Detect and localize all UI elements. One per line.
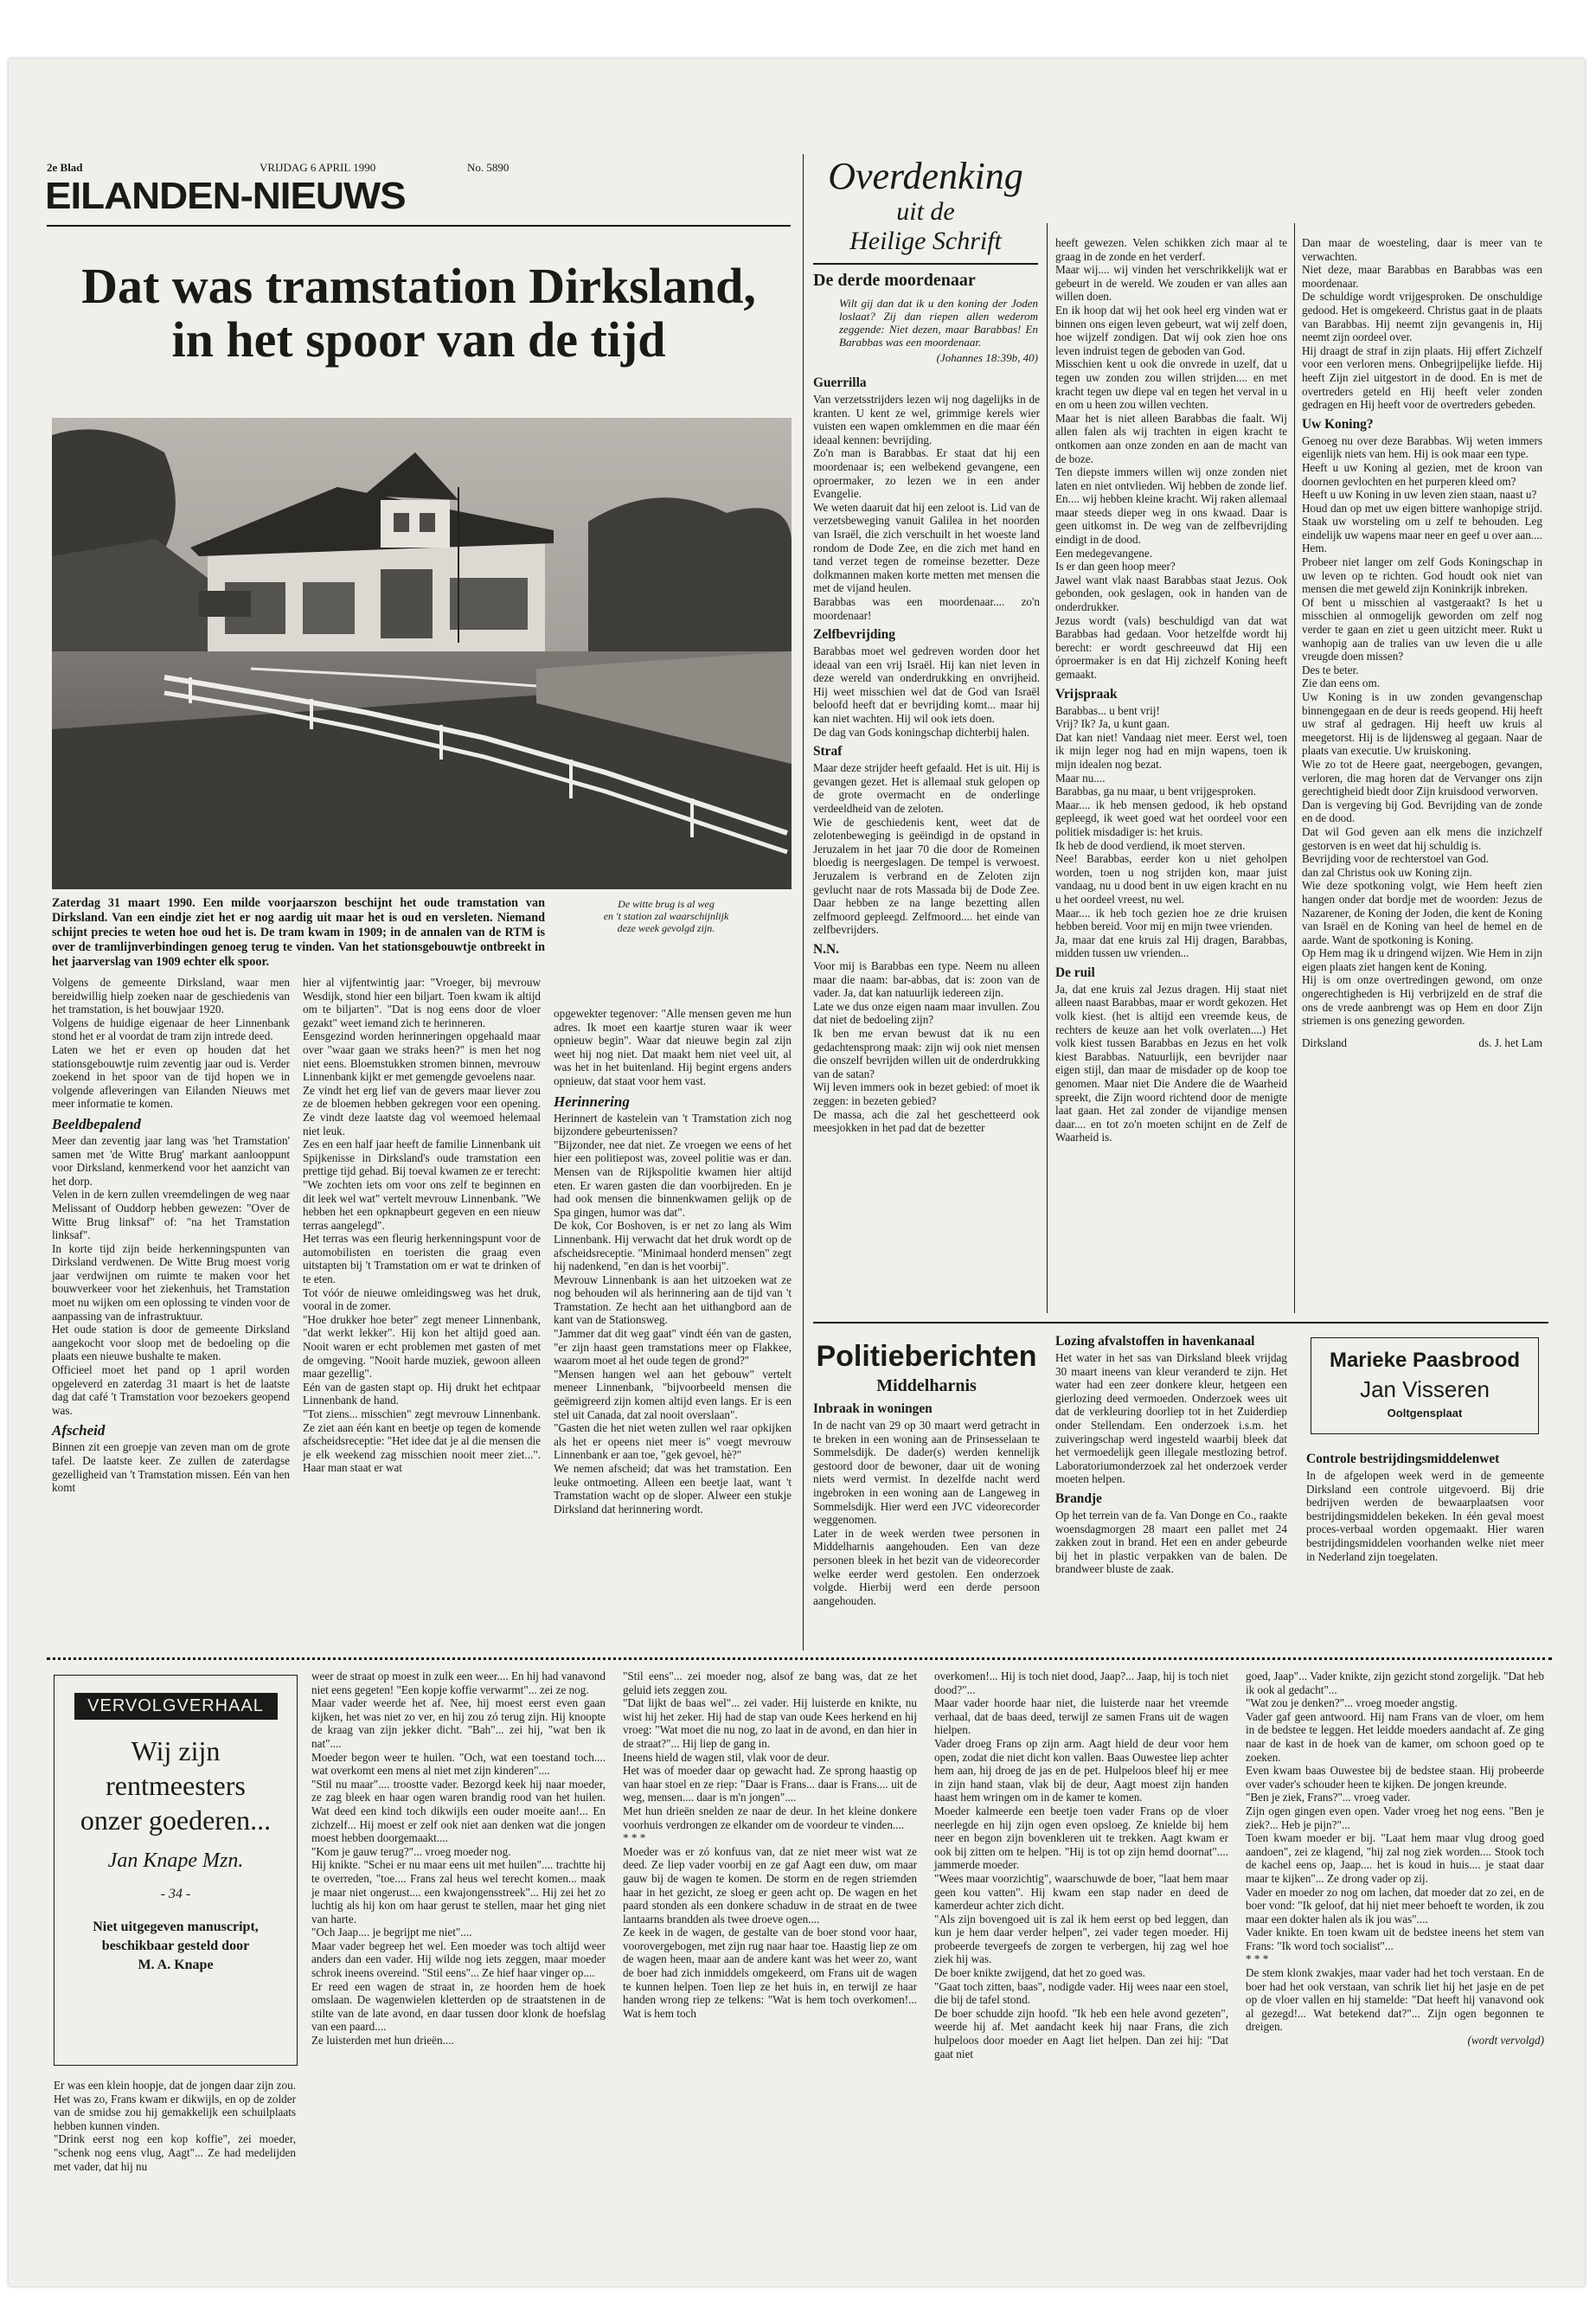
overdenking-author: ds. J. het Lam	[1478, 1035, 1542, 1049]
overdenking-quote-ref: (Johannes 18:39b, 40)	[936, 351, 1038, 364]
serial-note-line3: M. A. Knape	[138, 1958, 214, 1972]
overdenking-para-zelfbevrijding: Barabbas moet wel gedreven worden door het ideaal van een vrij Israël. Hij kan niet leven in deze wereld van onderdrukking en onvrijheid. Hij weet misschien wel dat de God van Israël beloofd heeft dat er bevrijding komt... maar hij kan niet wachten. Hij wil ook iets doen. De dag van Gods koningschap dichterbij halen.	[813, 644, 1040, 739]
overdenking-para-guerrilla: Van verzetsstrijders lezen wij nog dagelijks in de kranten. U kent ze wel, grimmige kerels wier vuisten een wapen omklemmen en die maar één ideaal kennen: bevrijding. Zo'n man is Barabbas. Er staat dat hij een moordenaar is; een welbekend gevangene, een oproermaker, zo lezen we in een ander Evangelie. We weten daaruit dat hij een zeloot is. Lid van de verzetsbeweging vanuit Galilea in het noorden van Israël, die zich verschuilt in het woeste land rondom de Dode Zee, en die zich met hand en tand verzet tegen de romeinse bezetter. Deze dolkmannen maken korte metten met mensen die met de vijand heulen. Barabbas was een moordenaar.... zo'n moordenaar!	[813, 393, 1040, 622]
lead-col-3	[554, 1007, 792, 1516]
serial-text-1: Er was een klein hoopje, dat de jongen daar zijn zou. Het was zo, Frans kwam er dikwijls, en op de zolder van de smidse zou hij gemakkelijk een schuilplaats hebben kunnen vinden. "Drink eerst nog een kop koffie", zei moeder, "schenk nog eens vlug, Aagt"... Ze had medelijden met vader, dat hij nu	[54, 2079, 296, 2173]
tramstation-photo	[52, 418, 792, 889]
politie-subhead-brandje: Brandje	[1055, 1490, 1102, 1506]
overdenking-subhead-vrijspraak: Vrijspraak	[1055, 686, 1118, 702]
controle-article	[1306, 1452, 1544, 1563]
lead-subhead-beeldbepalend: Beeldbepalend	[52, 1115, 141, 1132]
lead-col-1	[52, 976, 290, 1495]
overdenking-signature	[1302, 1036, 1542, 1050]
header-section: 2e Blad	[47, 161, 83, 174]
tramstation-photo-drawing	[52, 418, 792, 889]
lead-col1-para-a: Volgens de gemeente Dirksland, waar men bereidwillig hielp zoeken naar de geschiedenis van het tramstation, is het bouwjaar 1920. Volgens de huidige eigenaar de heer Linnenbank stond het er al voordat de tram zijn intrede deed. Laten we het er even op houden dat het stationsgebouwtje ruim zeventig jaar oud is. Verder zoekend in het spoor van de tijd hopen we in volgende afleveringen van Eilanden Nieuws met meer informatie te komen.	[52, 976, 290, 1111]
serial-box	[54, 1675, 298, 2066]
overdenking-title: Overdenking	[828, 155, 1023, 197]
serial-title-line1: Wij zijn	[131, 1735, 221, 1766]
serial-author: Jan Knape Mzn.	[107, 1849, 244, 1872]
serial-col-4	[934, 1670, 1228, 2061]
lead-col1-para-c: Binnen zit een groepje van zeven man om de grote tafel. De laatste keer. Ze zullen de zaterdagse gezelligheid van 't Tramstation missen. Eén van hen komt	[52, 1440, 290, 1495]
overdenking-para-ruil: Ja, dat ene kruis zal Jezus dragen. Hij staat niet alleen naast Barabbas, maar er wordt gekozen. Het volk kiest. (het is altijd een vreemde keus, de rechters de keuze aan het volk overlaten....) Het volk kiest tussen Barabbas en Jezus en het volk kiest Barabbas. Natuurlijk, een bevrijder naar eigen stijl, dan maar de misdader op de koop toe genomen. Maar niet Die Andere die de Waarheid spreekt, die Zijn woord richtend door de menigte laat gaan. Het zal zonder de vijandige mensen daar.... en tot zo'n moeten schijnt en de Zelf de Waarheid is.	[1055, 982, 1287, 1144]
lead-col1-para-b: Meer dan zeventig jaar lang was 'het Tramstation' samen met 'de Witte Brug' markant aanlooppunt voor Dirksland, kenmerkend voor het aanzicht van het dorp. Velen in de kern zullen vreemdelingen de weg naar Melissant of Ouddorp hebben gewezen: "Over de Witte Brug linksaf" of: "na het Tramstation linksaf". In korte tijd zijn beide herkenningspunten van Dirksland verdwenen. De Witte Brug moest vorig jaar verdwijnen om ruimte te maken voor het bouwverkeer voor het ziekenhuis, het Tramstation moet nu wijken om een oplossing te vinden voor de aanpassing van de infrastruktuur. Het oude station is door de gemeente Dirksland aangekocht voor sloop met de bedoeling op die plaats een nieuwe bushalte te maken. Officieel moet het pand op 1 april worden opgeleverd en zaterdag 31 maart is het de laatste dag dat café 't Tramstation voor bezoekers geopend was.	[52, 1133, 290, 1417]
lead-col2-text: hier al vijfentwintig jaar: "Vroeger, bij mevrouw Wesdijk, stond hier een biljart. Toen kwam ik altijd om te biljarten". "Dat is nog eens door de vloer gezakt" weet iemand zich te herinneren. Eensgezind worden herinneringen opgehaald maar over "waar gaan we straks heen?" is men het nog niet eens. Bloemstukken stromen binnen, mevrouw Linnenbank kijkt er met gemengde gevoelens naar. Ze vindt het erg lief van de gevers maar liever zou ze de bloemen hebben gekregen voor een opening. Ze vindt deze laatste dag vol weemoed helemaal niet leuk. Zes en een half jaar heeft de familie Linnenbank uit Spijkenisse in Dirksland's oude tramstation een prettige tijd gehad. Bij toeval kwamen ze er terecht: "We zochten iets om voor ons zelf te beginnen en dit leek wel wat" vertelt mevrouw Linnenbank. "We hebben het een opknapbeurt gegeven en een nieuw terras aangelegd". Het terras was een fleurig herkenningspunt voor de automobilisten en toeristen die graag even uitstapten bij 't Tramstation om er wat te drinken of te eten. Tot vóór de nieuwe omleidingsweg was het druk, vooral in de zomer. "Hoe drukker hoe beter" zegt meneer Linnenbank, "dat werkt lekker". Hij kon het altijd goed aan. Nooit waren er echt problemen met gasten of met de omgeving. "Nooit harde muziek, gewoon alleen maar gezellig". Eén van de gasten stapt op. Hij drukt het echtpaar Linnenbank de hand. "Tot ziens... misschien" zegt mevrouw Linnenbank. Ze ziet aan één kant en beetje op tegen de komende afscheidsreceptie: "Het idee dat je al die mensen die je elk weekend zag misschien nooit meer ziet...". Haar man staat er wat	[303, 976, 541, 1475]
serial-title-line3: onzer goederen...	[80, 1804, 272, 1836]
politie-col-1	[813, 1401, 1040, 1607]
politie-subhead-lozing: Lozing afvalstoffen in havenkanaal	[1055, 1334, 1255, 1349]
overdenking-place: Dirksland	[1302, 1035, 1348, 1049]
politie-para-inbraak: In de nacht van 29 op 30 maart werd getracht in te breken in een woning aan de Prinsesselaan te Sommelsdijk. De dader(s) werden kennelijk gestoord door de bewoner, daar uit de woning niets werd vermist. In dezelfde nacht werd ingebroken in een woning aan de Langeweg in Sommelsdijk. Hier werd een JVC videorecorder weggenomen. Later in de week werden twee personen in Middelharnis aangehouden. Een van deze personen bleek in het bezit van de videorecorder welke eerder werd gestolen. Een onderzoek volgde. Hierbij werd een derde persoon aangehouden.	[813, 1419, 1040, 1607]
overdenking-sub2: Heilige Schrift	[849, 227, 1002, 255]
overdenking-subhead-ruil: De ruil	[1055, 965, 1095, 980]
overdenking-sub1: uit de	[896, 197, 955, 226]
serial-text-4: overkomen!... Hij is toch niet dood, Jaap?... Jaap, hij is toch niet dood?"... Maar vader hoorde haar niet, die luisterde naar het vreemde verhaal, dat de baas deed, terwijl ze samen Frans uit de wagen hielpen. Vader droeg Frans op zijn arm. Aagt hield de deur voor hem open, zodat die niet dicht kon vallen. Baas Ouwestee liep achter hem aan, hij droeg de jas en de pet. Hulpeloos bleef hij er mee in zijn hand staan, vlak bij de deur, Aagt moest zijn handen haast hem wringen om in de kamer te komen. Moeder kalmeerde een beetje toen vader Frans op de vloer neerlegde en hij zijn ogen even opsloeg. Ze knielde bij hem neer en begon zijn bovenkleren uit te trekken. Aagt kwam er ook bij zitten om te helpen. "Hij is tot op zijn hemd doornat".... jammerde moeder. "Wees maar voorzichtig", waarschuwde de boer, "laat hem maar geen kou vatten". Hij kwam een stap nader en deed de kamerdeur achter zich dicht. "Als zijn bovengoed uit is zal ik hem eerst op bed leggen, dan kun je hem daar verder helpen", zei vader tegen moeder. Hij probeerde tevergeefs de zorgen te verbergen, hij zag wel hoe ziek hij was. De boer knikte zwijgend, dat het zo goed was. "Gaat toch zitten, baas", nodigde vader. Hij wees naar een stoel, die bij de tafel stond. De boer schudde zijn hoofd. "Ik heb een hele avond gezeten", weerde hij af. Met aandacht keek hij naar Frans, die zich hulpeloos door moeder en Aagt liet helpen. Dan zei hij: "Dat gaat niet	[934, 1670, 1228, 2061]
serial-divider	[47, 1657, 1552, 1660]
lead-caption: Zaterdag 31 maart 1990. Een milde voorjaarszon beschijnt het oude tramstation van Dirksland. Van een eindje ziet het er nog aardig uit maar het is oud en versleten. Niemand schijnt precies te weten hoe oud het is. De tram kwam in 1909; in de annalen van de RTM is over de tramlijnverbindingen genoeg terug te vinden. Van het stationsgebouwtje ontbreekt in het jaarverslag van 1909 echter elk spoor.	[52, 896, 545, 969]
serial-title-line2: rentmeesters	[106, 1770, 246, 1801]
serial-col-1	[54, 2079, 296, 2173]
serial-continued: (wordt vervolgd)	[1467, 2034, 1544, 2048]
lead-title-line1: Dat was tramstation Dirksland,	[81, 258, 756, 314]
politie-subtitle: Middelharnis	[876, 1376, 977, 1395]
serial-note-line2: beschikbaar gesteld door	[101, 1939, 250, 1953]
header-issue: No. 5890	[467, 161, 510, 174]
controle-title: Controle bestrijdingsmiddelenwet	[1306, 1452, 1500, 1466]
serial-part: - 34 -	[160, 1887, 191, 1901]
politie-col-2	[1055, 1334, 1287, 1576]
overdenking-para-straf: Maar deze strijder heeft gefaald. Het is uit. Hij is gevangen gezet. Het is allemaal stuk gelopen op de grote overmacht en de onderlinge verdeeldheid van de zeloten. Wie de geschiedenis kent, weet dat de zelotenbeweging is geëindigd in de opstand in Jeruzalem in het jaar 70 die door de Romeinen bloedig is neergeslagen. De tempel is verwoest. Jeruzalem is verbrand en de Zeloten zijn gevlucht naar de rots Massada bij de Dode Zee. Daar hebben ze na lange bezetting allen zelfmoord gepleegd. Zelfmoord.... het einde van zelfbevrijders.	[813, 761, 1040, 937]
column-divider	[803, 154, 804, 1650]
newspaper-page	[9, 59, 1585, 2286]
overdenking-subtitle: De derde moordenaar	[813, 271, 976, 290]
lead-subhead-herinnering: Herinnering	[554, 1093, 630, 1110]
lead-col-2	[303, 976, 541, 1475]
overdenking-para-continued: heeft gewezen. Velen schikken zich maar al te graag in de zonde en het verderf. Maar wij.... wij vinden het verschrikkelijk wat er gebeurt in de wereld. We zouden er van alles aan willen doen. En ik hoop dat wij het ook heel erg vinden wat er binnen ons eigen leven gebeurt, wat wij zelf doen, hoe wijzelf zondigen. Dat wij ook zien hoe ons leven indruist tegen de geboden van God. Misschien kent u ook die onvrede in uzelf, dat u tegen uw zonden zou willen strijden.... en met kracht tegen uw diepe val en tegen het verval in u en om u heen zou willen vechten. Maar het is niet alleen Barabbas die faalt. Wij allen falen als wij trachten in eigen kracht te ontkomen aan onze zonden en aan de macht van de boze. Ten diepste immers willen wij onze zonden niet laten en niet ontvlieden. Wij hebben de zonde lief. En.... wij hebben kleine kracht. Wij raken allemaal maar steeds dieper weg in ons kwaad. Daar is geen uitkomst in. De weg van de zelfbevrijding eindigt in de dood. Een medegevangene. Is er dan geen hoop meer? Jawel want vlak naast Barabbas staat Jezus. Ook gebonden, ook geslagen, ook in handen van de onderdrukker. Jezus wordt (vals) beschuldigd van dat wat Barabbas had gedaan. Voor hetzelfde wordt hij berecht: er wordt geschreeuwd dat Hij een óproermaker is en dat Hij zichzelf Koning heeft gemaakt.	[1055, 236, 1287, 681]
header-rule	[47, 225, 791, 227]
overdenking-subhead-nn: N.N.	[813, 941, 839, 957]
politie-para-brandje: Op het terrein van de fa. Van Donge en Co., raakte woensdagmorgen 28 maart een pallet met 24 zakken zout in brand. Het een en ander gebeurde bij het in plastic verpakken van de balen. De brandweer bluste de zaak.	[1055, 1508, 1287, 1576]
ad-line2: Jan Visseren	[1360, 1376, 1490, 1402]
overdenking-quote: Wilt gij dan dat ik u den koning der Joden loslaat? Zij dan riepen allen wederom zeggende: Niet dezen, maar Barabbas! En Barabbas was een moordenaar.	[839, 297, 1038, 349]
lead-col3-para-b: Herinnert de kastelein van 't Tramstation zich nog bijzondere gebeurtenissen? "Bijzonder, nee dat niet. Ze vroegen we eens of het hier een politiepost was, zoveel politie was er dan. Mensen van de Rijkspolitie kwamen hier altijd eten. Er waren gasten die dan voorbijreden. En je had ook mensen die binnenkwamen gelijk op de Spa gingen, humor was dat". De kok, Cor Boshoven, is er net zo lang als Wim Linnenbank. Hij verwacht dat het druk wordt op de afscheidsreceptie. "Minimaal honderd mensen" zegt hij nadenkend, "en dan is het voorbij". Mevrouw Linnenbank is aan het uitzoeken wat ze nog behouden wil als herinnering aan de tijd van 't Tramstation. Ze hecht aan het uithangbord aan de kant van de Stationsweg. "Jammer dat dit weg gaat" vindt één van de gasten, "er zijn haast geen tramstations meer op Flakkee, waarom moet al het oude tegen de grond?" "Mensen hangen wel aan het gebouw" vertelt meneer Linnenbank, "bijvoorbeeld mensen die geëmigreerd zijn komen altijd even langs. Er is een stel uit Canada, dat zal nooit overslaan". "Gasten die het niet weten zullen wel raar opkijken als het er opeens niet meer is" voegt mevrouw Linnenbank er aan toe, "gek gevoel, hè?" We nemen afscheid; dat was het tramstation. Een leuke ontmoeting. Alleen een beetje laat, want 't Tramstation wacht op de sloper. Alweer een stukje Dirksland dat herinnering wordt.	[554, 1111, 792, 1516]
serial-text-3: "Stil eens"... zei moeder nog, alsof ze bang was, dat ze het geluid iets zeggen zou. "Dat lijkt de baas wel"... zei vader. Hij luisterde en knikte, nu wist hij het zeker. Hij had de stap van oude Kees herkend en hij vroeg: "Wat moet die nu nog, zo laat in de avond, en dan hier in de straat?"... Hij liep de gang in. Ineens hield de wagen stil, vlak voor de deur. Het was of moeder daar op gewacht had. Ze sprong haastig op van haar stoel en ze riep: "Daar is Frans... daar is Frans.... uit de weg, mensen.... daar is m'n jongen".... Met hun drieën snelden ze naar de deur. In het kleine donkere voorhuis verdrongen ze elkander om de voordeur te vinden.... * * * Moeder was er zó konfuus van, dat ze niet meer wist wat ze deed. Ze liep vader voorbij en ze gaf Aagt een duw, om maar gauw bij de wagen te komen. De storm en de regen striemden haar in het gezicht, ze sloeg er geen acht op. De wagen en het paard stonden als een donkere schaduw in de straat en de twee lantaarns brandden als twee droeve ogen.... Ze keek in de wagen, de gestalte van de boer stond voor haar, voorovergebogen, met zijn rug naar haar toe. Haastig liep ze om de wagen heen, maar aan de andere kant was het weer zo, want de boer had zich inmiddels omgekeerd, om Frans uit de wagen te kunnen helpen. Toen liep ze het huis in, en terwijl ze haar handen wrong riep ze telkens: "Wat is hem toch overkomen!... Wat is hem toch	[623, 1670, 917, 2020]
lead-col3-para-a: opgewekter tegenover: "Alle mensen geven me hun adres. Ik moet een kaartje sturen waar ik weer opnieuw begin". Waar dat nieuwe begin zal zijn weet hij nog niet. Dat maakt hem niet veel uit, al was het in het buitenland. Hij begint ergens anders opnieuw, dat staat voor hem vast.	[554, 1007, 792, 1087]
overdenking-bottom-rule	[813, 1322, 1548, 1324]
serial-note-line1: Niet uitgegeven manuscript,	[93, 1920, 259, 1934]
advertisement-box	[1311, 1337, 1539, 1434]
politie-subhead-inbraak: Inbraak in woningen	[813, 1401, 933, 1416]
overdenking-col-2	[1055, 236, 1287, 1144]
politie-para-lozing: Het water in het sas van Dirksland bleek vrijdag 30 maart ineens van kleur veranderd te zijn. Het water had een zeer donkere kleur, hetgeen een gierlozing deed vermoeden. Onderzoek wees uit dat de verkleuring doorliep tot in het Zuiderdiep onder Stellendam. Een onderzoek i.s.m. het zuiveringschap werd ingesteld waarbij bleek dat het vermoedelijk geen illegale mestlozing betrof. Laboratoriumonderzoek zal het onderzoek verder moeten helpen.	[1055, 1351, 1287, 1486]
ad-line1: Marieke Paasbrood	[1329, 1349, 1521, 1372]
serial-col-3	[623, 1670, 917, 2020]
serial-label: VERVOLGVERHAAL	[74, 1693, 278, 1720]
header-date: VRIJDAG 6 APRIL 1990	[260, 161, 376, 174]
overdenking-divider-1	[1047, 223, 1048, 1313]
serial-col-5	[1246, 1670, 1544, 2048]
overdenking-col-3	[1302, 236, 1542, 1050]
overdenking-subhead-koning: Uw Koning?	[1302, 416, 1374, 432]
masthead: EILANDEN-NIEUWS	[45, 175, 406, 217]
overdenking-subhead-zelfbevrijding: Zelfbevrijding	[813, 627, 895, 643]
serial-text-5: goed, Jaap"... Vader knikte, zijn gezicht stond zorgelijk. "Dat heb ik ook al gedacht"... "Wat zou je denken?"... vroeg moeder angstig. Vader gaf geen antwoord. Hij nam Frans van de vloer, om hem in de bedstee te leggen. Het leidde moeders aandacht af. Ze ging naar de kast in de hoek van de kamer, om schoon goed op te zoeken. Even kwam baas Ouwestee bij de bedstee staan. Hij probeerde over vader's schouder heen te kijken. De jongen kreunde. "Ben je ziek, Frans?"... vroeg vader. Zijn ogen gingen even open. Vader vroeg het nog eens. "Ben je ziek?... Heb je pijn?"... Toen kwam moeder er bij. "Laat hem maar vlug droog goed aandoen", zei ze klagend, "hij zal nog ziek worden.... Stook toch de kachel eens op, Jaap.... het is koud in huis.... je staat daar maar te kijken"... Ze drong vader op zij. Vader en moeder zo nog om lachen, dat moeder dat zo zei, en de boer vond: "Ik geloof, dat hij niet meer behoeft te worden, ik zou maar een dokter halen als ik jou was".... Vader knikte. En toen kwam uit de bedstee ineens het stem van Frans: "Ik word toch socialist"... * * * De stem klonk zwakjes, maar vader had het toch verstaan. En de boer had het ook verstaan, van schrik liet hij het jasje en de pet op de vloer vallen en hij stamelde: "Dat heeft hij vanavond ook al gezegd!... Wat betekend dat?"... Zijn ogen begonnen te dreigen.	[1246, 1670, 1544, 2034]
lead-subhead-afscheid: Afscheid	[52, 1422, 106, 1439]
politie-title: Politieberichten	[816, 1340, 1037, 1373]
overdenking-col-1	[813, 370, 1040, 1135]
controle-body: In de afgelopen week werd in de gemeente Dirksland een controle uitgevoerd. Bij drie bedrijven werden de bewaarplaatsen voor bestrijdingsmiddelen bekeken. In één geval moest proces-verbaal worden opgemaakt. Hier waren bestrijdingsmiddelen voorhanden welke niet meer in Nederland zijn toegelaten.	[1306, 1469, 1544, 1563]
overdenking-para-nn: Voor mij is Barabbas een type. Neem nu alleen maar die naam: bar-abbas, dat is: zoon van de vader. Ja, dat kan natuurlijk iedereen zijn. Late we dus onze eigen naam maar invullen. Zou dat niet de bedoeling zijn? Ik ben me ervan bewust dat ik nu een gedachtensprong maak: zijn wij ook niet mensen die onszelf bevrijden willen uit de onderdrukking van de satan? Wij leven immers ook in bezet gebied: of moet ik zeggen: in bezeten gebied? De massa, ach die zal het geschetteerd ook meesjokken in het pad dat de bezetter	[813, 958, 1040, 1135]
overdenking-divider-2	[1294, 223, 1295, 1313]
ad-line3: Ooltgensplaat	[1387, 1407, 1463, 1420]
lead-title-line2: in het spoor van de tijd	[171, 311, 666, 368]
serial-col-2	[311, 1670, 606, 2048]
overdenking-para-vrijspraak: Barabbas... u bent vrij! Vrij? Ik? Ja, u kunt gaan. Dat kan niet! Vandaag niet meer. Eerst wel, toen ik mijn leger nog had en mijn wapens, toen ik mijn idealen nog bezat. Maar nu.... Barabbas, ga nu maar, u bent vrijgesproken. Maar.... ik heb mensen gedood, ik heb opstand gepleegd, ik weet goed wat het oordeel voor een politiek misdadiger is: het kruis. Ik heb de dood verdiend, ik moet sterven. Nee! Barabbas, eerder kon u niet geholpen worden, toen u nog strijden kon, maar juist vandaag, nu u dood bent in uw eigen kracht en nu u het oordeel vreest, nu wel. Maar.... ik heb toch gezien hoe ze drie kruisen hebben bereid. Voor mij en mijn twee vrienden. Ja, maar dat ene kruis zal Hij dragen, Barabbas, midden tussen uw vrienden...	[1055, 703, 1287, 960]
overdenking-subhead-guerrilla: Guerrilla	[813, 375, 867, 390]
overdenking-para-woesteling: Dan maar de woesteling, daar is meer van te verwachten. Niet deze, maar Barabbas en Barabbas was een moordenaar. De schuldige wordt vrijgesproken. De onschuldige gedood. Het is omgekeerd. Christus gaat in de plaats van Barabbas. Hij neemt zijn gevangenis in, Hij neemt zijn oordeel over. Hij draagt de straf in zijn plaats. Hij øffert Zichzelf voor een verloren mens. Onbegrijpelijke liefde. Hij heeft Zijn ziel uitgestort in de dood. En is met de overtreders geteld en Hij heeft veler zonden gedragen en Hij heeft voor de overtreders gebeden.	[1302, 236, 1542, 412]
overdenking-rule	[813, 263, 1038, 265]
serial-text-2: weer de straat op moest in zulk een weer.... En hij had vanavond niet eens gegeten! "Een kopje koffie verwarmt"... zei ze nog. Maar vader weerde het af. Nee, hij moest eerst even gaan kijken, het was niet zo ver, en hij zou zó terug zijn. Hij knoopte de kraag van zijn jekker dicht. "Bah"... zei hij, "wat ben ik nat".... Moeder begon weer te huilen. "Och, wat een toestand toch.... wat overkomt een mens al niet met zijn kinderen".... "Stil nu maar".... troostte vader. Bezorgd keek hij naar moeder, ze zag bleek en haar ogen waren brandig rood van het huilen. Wat deed een kind toch dikwijls een ouder moeite aan!... En zichzelf... Hij moest er zelf ook niet aan denken wat die jongen moest hebben doorgemaakt.... "Kom je gauw terug?"... vroeg moeder nog. Hij knikte. "Schei er nu maar eens uit met huilen".... trachtte hij te overreden, "toe.... Frans zal heus wel terecht komen... maak je maar niet ongerust.... een kwajongensstreek"... Hij zei het zo luchtig als hij kon om haar gerust te stellen, maar het ging niet van harte. "Och Jaap.... je begrijpt me niet".... Maar vader begreep het wel. Een moeder was toch altijd weer anders dan een vader. Hij wilde nog iets zeggen, maar moeder schrok ineens overeind. "Stil eens"... Ze hief haar vinger op.... Er reed een wagen de straat in, ze hoorden hem de hoek omslaan. De wagenwielen kletterden op de straatstenen in de stilte van de late avond, en daar tussen door klonk de hoefslag van een paard.... Ze luisterden met hun drieën....	[311, 1670, 606, 2048]
overdenking-subhead-straf: Straf	[813, 744, 843, 760]
overdenking-para-koning: Genoeg nu over deze Barabbas. Wij weten immers eigenlijk niets van hem. Hij is ook maar een type. Heeft u uw Koning al gezien, met de kroon van doornen gevlochten en het purperen kleed om? Heeft u uw Koning in uw leven zien staan, naast u? Houd dan op met uw eigen bittere wanhopige strijd. Staak uw worsteling om u zelf te behouden. Leg eindelijk uw wapens maar neer en geef u over aan.... Hem. Probeer niet langer om zelf Gods Koningschap in uw leven op te richten. God houdt ook niet van mensen die met geweld zijn Koninkrijk inbreken. Of bent u misschien al vastgeraakt? Is het u misschien al onmogelijk geworden om zelf nog verder te gaan en ziet u geen uitzicht meer. Rukt u wanhopig aan de tralies van uw leven die u alle vreugde doen missen? Des te beter. Zie dan eens om. Uw Koning is in uw zonden gevangenschap binnengegaan en de deur is reeds geopend. Hij heeft uw straf al gedragen. Hij heeft uw kruis al meegetorst. Hij is de lijdensweg al gegaan. Naar de plaats van executie. Uw kruiskoning. Wie zo tot de Heere gaat, neergebogen, gevangen, verloren, die mag horen dat de Vervanger ons zijn gerechtigheid biedt door Zijn kruisdood verworven. Dan is vergeving bij God. Bevrijding van de zonde en de dood. Dat wil God geven aan elk mens die inzichzelf gestorven is en weet dat hij schuldig is. Bevrijding voor de rechterstoel van God. dan zal Christus ook uw Koning zijn. Wie deze spotkoning volgt, wie Hem heeft zien hangen onder dat bordje met de woorden: Jezus de Nazarener, de Koning der Joden, die kent de Koning van Israël en de Koning van heel de hemel en de aarde. Want de spotkoning is Koning. Op Hem mag ik u dringend wijzen. Wie Hem in zijn eigen plaats ziet hangen kent de Koning. Hij is om onze overtredingen gewond, om onze ongerechtigheden is Hij verbrijzeld en de straf die ons de vrede aanbrengt was op Hem en door Zijn striemen is ons genezing geworden.	[1302, 433, 1542, 1028]
photo-caption: De witte brug is al weg en 't station zal waarschijnlijk deze week gevolgd zijn.	[603, 898, 729, 934]
